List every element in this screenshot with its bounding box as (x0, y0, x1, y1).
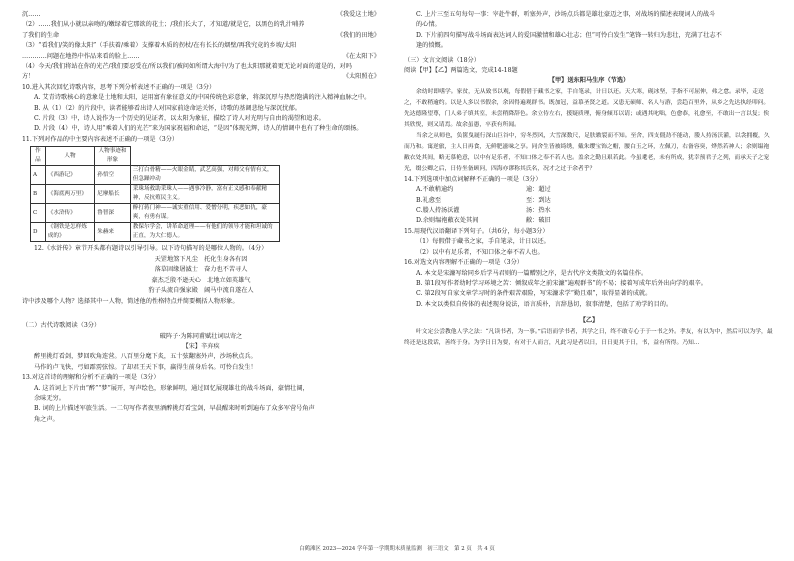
cell: 教保尔学会，讲革命道理——有他们的领导才能和坦诚的正直，为大仁德人。 (130, 223, 279, 242)
cell: 鲁智深 (95, 204, 131, 223)
left-column (22, 10, 380, 425)
table-header: 人物事迹和形象 (95, 147, 131, 166)
option: D. 本文以类似自传体的表述现身说法，语言质朴，言辞恳切，叙事清楚，包括了劝学的目的。 (416, 300, 673, 308)
option-text: A.不敢稍逾约 (416, 186, 454, 194)
table-header: 作品 (31, 147, 46, 166)
text-line (22, 41, 380, 51)
cell: 《海底两万里》 (45, 185, 94, 204)
q12-stem: 12.《水浒传》章节开头都有题诗以引导引导。以下诗句描写的是哪位人物的。（4分） (34, 245, 268, 253)
text-line (22, 62, 380, 72)
option: 角之声。 (34, 415, 59, 423)
option (404, 185, 774, 195)
table-row: A 《西游记》 孙悟空 三打白骨精——火眼金睛，武艺高强，对师父有情有义，但急躁冲动 (31, 166, 280, 185)
option: B. 第1段写作者幼时学习环境之苦：倾叙成年之前宋濂“遍观群书”的不易；接着写成年后外出向学的艰辛。 (416, 279, 707, 287)
line-text: 沉…… (22, 11, 41, 18)
table-header: 人物 (45, 147, 94, 166)
q14-options (404, 185, 774, 227)
q10-stem: 10.进入其次回忆诗歌内容，思考下列分析表述不正确的一项是（3分） (22, 83, 216, 91)
q13-continued (404, 10, 774, 52)
jia-title: 【甲】送东阳马生序（节选） (548, 77, 630, 85)
option: 逢的愤慨。 (416, 42, 447, 50)
paragraph: 余幼时即嗜学。家贫，无从致书以观，每假借于藏书之家，手自笔录，计日以还。天大寒，砚冰坚，手指不可屈伸，弗之怠。录毕，走送之，不敢稍逾约。以是人多以书假余，余因得遍观群书。既加冠，益慕圣贤之道。又患无硕师、名人与游，尝趋百里外，从乡之先达执经叩问。先达德隆望尊，门人弟子填其室，未尝稍降辞色。余立侍左右，援疑质理，俯身倾耳以请；或遇其叱咄，色愈恭，礼愈至，不敢出一言以复；俟其欣悦，则又请焉。故余虽愚，卒获有所闻。 (404, 88, 770, 128)
line-source: 《我们的田地》 (336, 31, 380, 39)
table-row: D 《钢铁是怎样炼成的》 朱赫来 教保尔学会，讲革命道理——有他们的领导才能和坦诚的正直，为大仁德人。 (31, 223, 280, 242)
yi-text: 叶文定公尝教他人学之法：“凡读书者，为一事。”后语而学书者，其学之日，终不敢专心于于一书之外。孝友，有以为中，然后可以为学，最终还是这段话，善终于身。为学日日为要，有对于人而言，凡此习是者以日，日日更其于日，书，益有所得。乃知... (404, 328, 773, 346)
q12-tail: 诗中涉及哪个人物？选择其中一人物，简述他的性格特点并简要概括人物形象。 (22, 297, 239, 305)
option (404, 196, 774, 206)
q11-stem: 11.下列对作品的中主要内容表述不正确的一项是（3分） (22, 135, 179, 143)
option (404, 206, 774, 216)
poem-title: 破阵子·为陈同甫赋壮词以寄之 (159, 332, 243, 340)
option: C. 上片三至五句每句一事：宰赴牛群，听塞外声，沙场点兵都是雄壮豪迈之事，对战场的描述表现词人的战斗 (416, 11, 716, 18)
q13-options (22, 384, 380, 426)
cell: 采珠场救助采珠人——遇事冷静，富有正义感和奉献精神，反抗殖民主义。 (130, 185, 279, 204)
option: B. 词的上片描述军旅生活。一二句写作者夜里酒醉挑灯看宝剑，早晨醒来时听到遍布了众多军营号角声 (34, 405, 315, 413)
option: A. 这首词上下片由“醉”“梦”展开，写声绘色，形象鲜明，通过回忆展现雄壮的战斗场面，豪情壮阔， (34, 384, 309, 392)
line-text: …………问题在地热中作品来看的脸上…… (22, 52, 140, 60)
option-gloss: 敝：破旧 (526, 217, 551, 225)
cell: 孙悟空 (95, 166, 131, 185)
right-column (404, 10, 774, 349)
text-line (22, 20, 380, 30)
q16-stem: 16.对选文内容理解不正确的一项是（3分） (404, 259, 523, 267)
q12-poem (22, 255, 380, 297)
option-text: D.余则缊袍敝衣处其间 (416, 217, 479, 225)
cell: 《水浒传》 (45, 204, 94, 223)
table-row: B 《海底两万里》 尼摩船长 采珠场救助采珠人——遇事冷静，富有正义感和奉献精神，反抗殖民主义。 (31, 185, 280, 204)
line-text: 方！ (22, 73, 35, 81)
text-line (22, 52, 380, 62)
poem-line: 马作的卢飞快，弓如霹雳弦惊。了却君王天下事，赢得生前身后名。可怜白发生！ (34, 363, 257, 371)
jia-text (404, 87, 774, 175)
option: D. 下片前四句描写战斗场面表达词人的爱国激情和雄心壮志；但“可怜白发生”笔锋一转归为悲壮，充满了壮志不 (416, 31, 722, 39)
text-line (22, 72, 380, 82)
q15-stem: 15.用现代汉语翻译下列句子。（共6分，每小题3分） (404, 227, 549, 235)
option (404, 216, 774, 226)
translate-item: （2）以中有足乐者，不知口体之奉不若人也。 (416, 248, 544, 256)
cell: 醉打蒋门神——诚实重信用、爱憎分明，疾恶如仇，豪爽，有勇有谋。 (130, 204, 279, 223)
line-source: 《我爱这土地》 (336, 11, 380, 18)
paragraph: 当余之从师也，负箧曳屣行深山巨谷中，穷冬烈风，大雪深数尺，足肤皲裂而不知。至舍，四支僵劲不能动，媵人持汤沃灌，以衾拥覆，久而乃和。寓逆旅，主人日再食，无鲜肥滋味之享。同舍生皆被绮绣，戴朱缨宝饰之帽，腰白玉之环，左佩刀，右备容臭，烨然若神人；余则缊袍敝衣处其间，略无慕艳意，以中有足乐者，不知口体之奉不若人也。盖余之勤且艰若此。今虽耄老，未有所成，犹幸预君子之列，而承天子之宠光，缀公卿之后，日侍坐备顾问，四海亦谬称其氏名，况才之过于余者乎？ (404, 132, 770, 172)
table-row: C 《水浒传》 鲁智深 醉打蒋门神——诚实重信用、爱憎分明，疾恶如仇，豪爽，有勇有谋。 (31, 204, 280, 223)
cell: 尼摩船长 (95, 185, 131, 204)
option: D. 片段（4）中，诗人用“乘着人们的光芒”来为国家祝福和命运，“是因”体现光辉，诗人的情调中也有了种生命的颂扬。 (34, 125, 363, 133)
option-gloss: 汤：热水 (526, 207, 551, 215)
section3-intro: 阅读【甲】【乙】两篇选文，完成14-18题 (404, 67, 518, 75)
line-text: （2）……我们从小就以亲吻的/嫩绿着它那欲的花土；/我们长大了，才知道/就是它，以黑色的乳汁哺养 (22, 21, 305, 29)
option-gloss: 至：到达 (526, 196, 551, 204)
option: C. 片段（3）中，诗人说作为一个历史的见证者，以太阳为象征，描绘了诗人对光明与自由的渴望和追求。 (34, 115, 325, 123)
cell: 三打白骨精——火眼金睛，武艺高强，对师父有情有义，但急躁冲动 (130, 166, 279, 185)
poem-lines (22, 352, 380, 373)
line-text: 了我们的生命 (22, 31, 60, 39)
option: A. 艾青诗歌核心的意象是土地和太阳，运用富有象征意义的中国传统色彩意象，将深沉厚与热烈饱满的注入精神血脉之中。 (34, 94, 371, 102)
line-text: （4）今天/我们将站在你的光芒/我们要忍受在/所以我们/被问如所谓大海中/为了也太阳那就着更无论对面的道是的，对吗 (22, 63, 352, 71)
option-gloss: 逾：超过 (526, 186, 551, 194)
top-lines (22, 10, 380, 83)
q16-options (404, 269, 774, 311)
poem-line: 落草固缘屠滅士 奋力也不苦寻人 (154, 266, 248, 274)
q14-stem: 14.下列选项中加点词解释不正确的一项是（3分） (404, 175, 542, 183)
cell: 朱赫来 (95, 223, 131, 242)
yi-title: 【乙】 (579, 317, 599, 325)
cell: 《西游记》 (45, 166, 94, 185)
option: A. 本文是宋濂写给同乡后学马君则的一篇赠别之序，是古代序文类散文的名篇佳作。 (416, 269, 648, 277)
option-text: B.礼愈至 (416, 196, 442, 204)
option: B. 从（1）（2）的片段中，读者能够看出诗人对国家前途命运关怀，诗歌的基调悲怆与深沉忧郁。 (34, 104, 301, 112)
option: 余味无穷。 (34, 394, 65, 402)
poem-line: 豪杰乏殷不逊天心 北地立如英雄气 (151, 276, 251, 284)
line-source: 《在太阳下》 (342, 52, 380, 60)
q11-table (30, 146, 280, 242)
q10-options (22, 93, 380, 135)
section3-heading: （三）文言文阅读（18分） (404, 56, 480, 64)
q13-stem: 13.对这首诗的理解和分析不正确的一项是（3分） (22, 374, 160, 382)
q15-items (404, 237, 774, 258)
cell: 《钢铁是怎样炼成的》 (45, 223, 94, 242)
poem-line: 天罡地煞下凡尘 托化生身各有因 (154, 255, 248, 263)
text-line (22, 31, 380, 41)
option-text: C.媵人持汤沃灌 (416, 207, 460, 215)
poem-line: 醉里挑灯看剑，梦回吹角连营。八百里分麾下炙，五十弦翻塞外声，沙场秋点兵。 (34, 353, 257, 361)
line-text: （3）“看我们/笑的像太阳”（手扶着/乘着）支撑着木质的拐杖/在有长长的烟壁/再我究竟的乡坡/太阳 (22, 42, 297, 50)
poem-author: 【宋】辛弃疾 (182, 342, 220, 350)
option: C. 第2段写自家文章学习时的条件艰苦艰险，写宋濂求学“勤且艰”，取得显著的成就。 (416, 290, 652, 298)
option: 的心情。 (416, 21, 441, 29)
poem-line: 豹子头流自强家殿 阔马中流自遂在人 (148, 287, 254, 295)
page-footer: 白鹤滩区 2023—2024 学年第一学期期末质量监测 初三语文 第 2 页 共 4 页 (299, 546, 495, 552)
translate-item: （1）每假借于藏书之家，手自笔录，计日以还。 (416, 238, 550, 246)
text-line (22, 10, 380, 20)
line-source: 《太阳照在》 (342, 73, 380, 81)
section2-heading: （二）古代诗歌阅读（3分） (22, 322, 101, 330)
